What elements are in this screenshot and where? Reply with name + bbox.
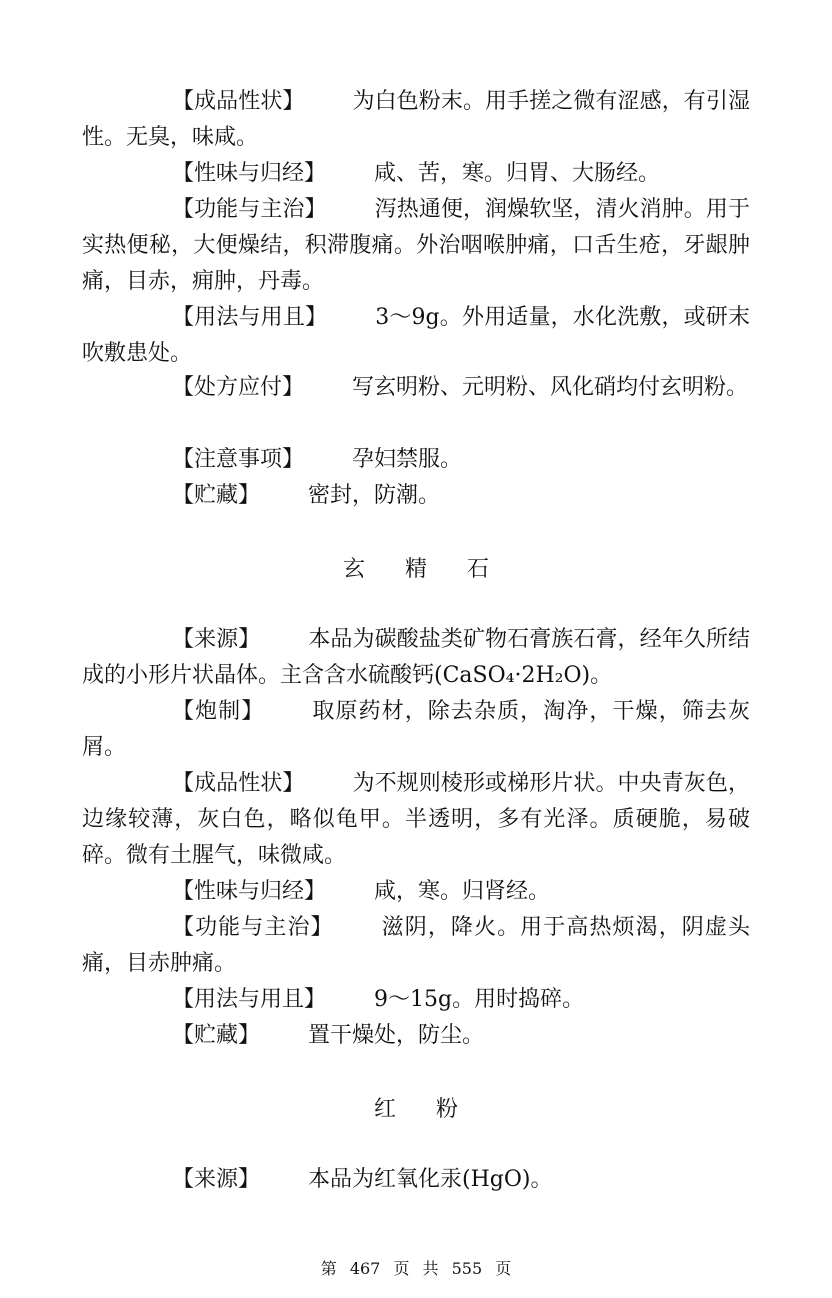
paragraph-usage	[82, 982, 750, 1018]
entry-heading: 玄精石	[342, 557, 529, 582]
section-text: 9～15g。用时捣碎。	[374, 987, 585, 1012]
section-tag: 【性味与归经】	[172, 879, 327, 904]
section-text: 写玄明粉、元明粉、风化硝均付玄明粉。	[352, 375, 749, 400]
section-text: 密封，防潮。	[308, 483, 441, 508]
paragraph-source	[82, 622, 750, 694]
section-tag: 【功能与主治】	[172, 197, 327, 222]
section-tag: 【成品性状】	[172, 89, 305, 114]
paragraph-storage	[82, 1018, 750, 1054]
paragraph-function	[82, 910, 750, 982]
paragraph-prescription	[82, 370, 750, 406]
section-tag: 【用法与用且】	[172, 987, 327, 1012]
section-tag: 【处方应付】	[172, 375, 305, 400]
section-tag: 【成品性状】	[172, 771, 305, 796]
section-text: 泻热通便，润燥软坚，清火消肿。用于实热便秘，大便燥结，积滞腹痛。外治咽喉肿痛，口舌生疮，牙龈肿痛，目赤，痈肿，丹毒。	[82, 197, 750, 294]
section-tag: 【炮制】	[172, 699, 265, 724]
section-tag: 【性味与归经】	[172, 161, 327, 186]
section-tag: 【注意事项】	[172, 447, 305, 472]
section-tag: 【贮藏】	[172, 483, 261, 508]
paragraph-processing	[82, 694, 750, 766]
section-text: 孕妇禁服。	[352, 447, 463, 472]
section-text: 为不规则棱形或梯形片状。中央青灰色，边缘较薄，灰白色，略似龟甲。半透明，多有光泽。质硬脆，易破碎。微有土腥气，味微咸。	[82, 771, 750, 868]
section-text: 为白色粉末。用手搓之微有涩感，有引湿性。无臭，味咸。	[82, 89, 750, 150]
section-text: 取原药材，除去杂质，淘净，干燥，筛去灰屑。	[82, 699, 750, 760]
section-tag: 【来源】	[172, 627, 261, 652]
paragraph-taste-meridian	[82, 156, 750, 192]
section-tag: 【贮藏】	[172, 1023, 261, 1048]
section-text: 滋阴，降火。用于高热烦渴，阴虚头痛，目赤肿痛。	[82, 915, 750, 976]
paragraph-function	[82, 192, 750, 300]
section-text: 本品为碳酸盐类矿物石膏族石膏，经年久所结成的小形片状晶体。主含含水硫酸钙(CaSO₄·2H₂O)。	[82, 627, 750, 688]
section-text: 置干燥处，防尘。	[308, 1023, 485, 1048]
page-footer: 第 467 页 共 555 页	[320, 1259, 512, 1278]
section-tag: 【用法与用且】	[172, 305, 328, 330]
section-text: 咸、苦，寒。归胃、大肠经。	[374, 161, 661, 186]
paragraph-appearance	[82, 766, 750, 874]
paragraph-taste-meridian	[82, 874, 750, 910]
section-text: 3～9g。外用适量，水化洗敷，或研末吹敷患处。	[82, 305, 750, 366]
paragraph-precautions	[82, 442, 750, 478]
paragraph-usage	[82, 300, 750, 372]
paragraph-source	[82, 1162, 750, 1198]
section-tag: 【来源】	[172, 1167, 261, 1192]
section-tag: 【功能与主治】	[172, 915, 334, 940]
entry-heading: 红粉	[373, 1097, 498, 1122]
section-text: 本品为红氧化汞(HgO)。	[308, 1167, 553, 1192]
section-text: 咸，寒。归肾经。	[374, 879, 551, 904]
paragraph-appearance	[82, 84, 750, 156]
paragraph-storage	[82, 478, 750, 514]
